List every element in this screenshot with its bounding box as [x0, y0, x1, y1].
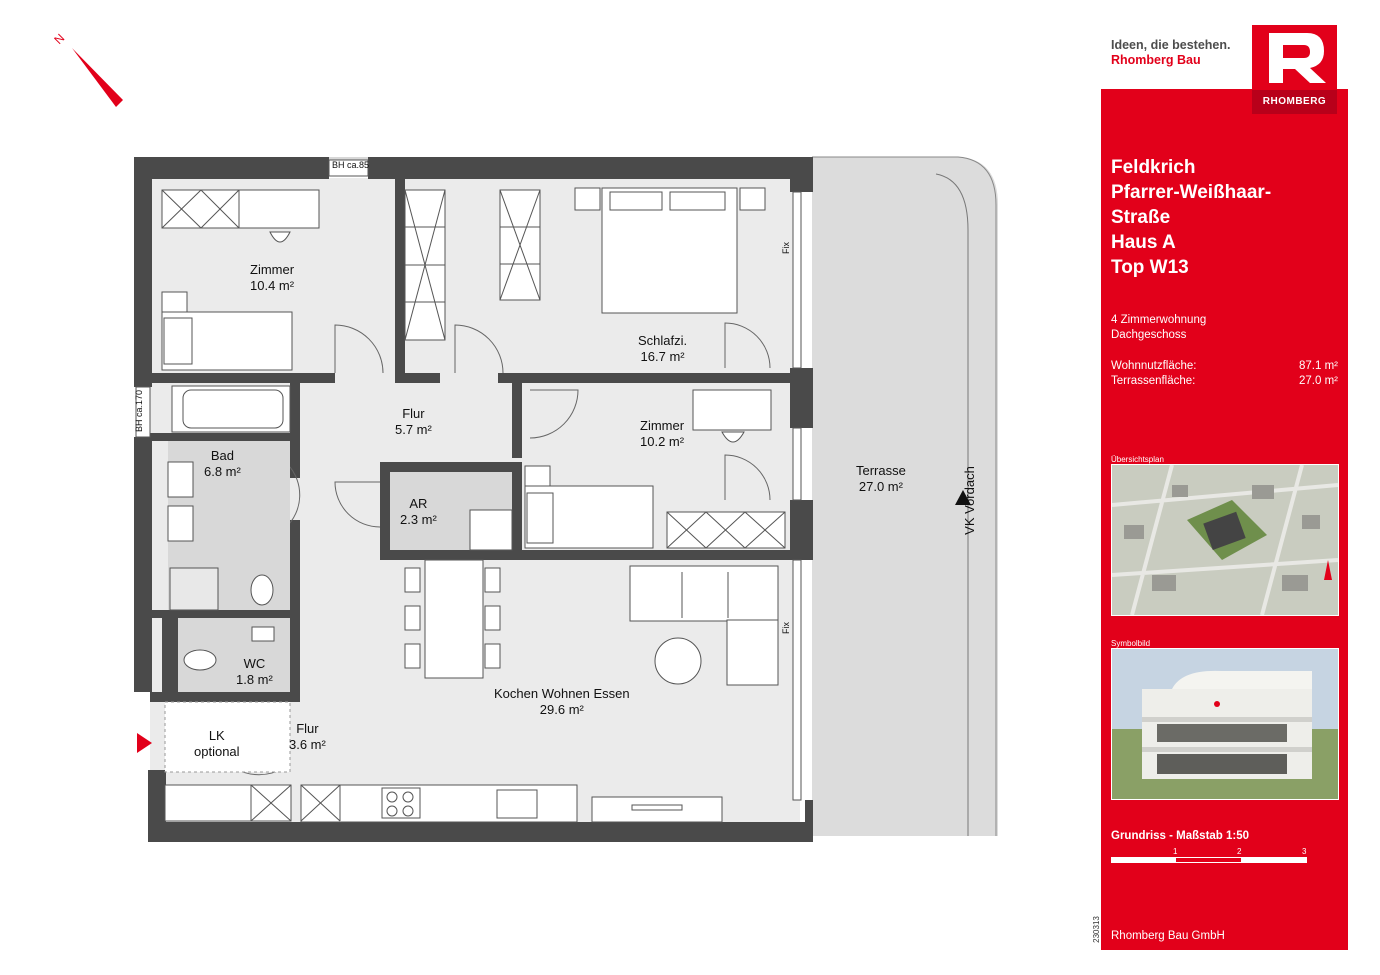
- room-label-wc: [236, 656, 273, 688]
- room-name: Schlafzi.: [638, 333, 688, 348]
- wohn-value: 87.1 m²: [1299, 360, 1338, 372]
- room-label-lk: [194, 728, 240, 760]
- scale-title: Grundriss - Maßstab 1:50: [1111, 830, 1250, 842]
- terr-value: 27.0 m²: [1299, 375, 1338, 387]
- north-label: N: [51, 30, 68, 48]
- room-label-schlafzimmer: [638, 333, 687, 365]
- room-label-flur2: [289, 721, 326, 753]
- furniture-bad: [168, 386, 290, 610]
- title-line: Haus A: [1111, 232, 1176, 253]
- entrance-arrow-icon: [137, 733, 152, 753]
- room-area: 3.6 m²: [289, 737, 326, 752]
- terr-label: Terrassenfläche:: [1111, 375, 1196, 387]
- room-label-flur1: [395, 406, 432, 438]
- tagline-line2: Rhomberg Bau: [1111, 53, 1201, 67]
- scale-tick-1: 1: [1173, 847, 1178, 856]
- room-label-zimmer2: [640, 418, 684, 450]
- entry-area: [165, 702, 291, 821]
- room-name: Flur: [296, 721, 319, 736]
- brand-tagline: [1111, 38, 1230, 68]
- room-label-ar: [400, 496, 437, 528]
- room-area: 27.0 m²: [858, 479, 903, 494]
- window-note-fix2: Fix: [781, 622, 791, 634]
- room-name: Zimmer: [250, 262, 295, 277]
- room-name: Kochen Wohnen Essen: [494, 686, 630, 701]
- document-code: 230313: [1091, 916, 1101, 943]
- logo-text: RHOMBERG: [1252, 90, 1337, 114]
- room-name: LK: [208, 728, 225, 743]
- symbol-caption: Symbolbild: [1111, 639, 1151, 648]
- title-line: Top W13: [1111, 257, 1189, 278]
- room-name: Bad: [210, 448, 234, 463]
- window-note-fix1: Fix: [781, 242, 791, 254]
- overview-caption: Übersichtsplan: [1111, 455, 1164, 464]
- project-title: [1111, 155, 1271, 280]
- room-area: 5.7 m²: [395, 422, 432, 437]
- title-line: Straße: [1111, 207, 1171, 228]
- unit-floor: Dachgeschoss: [1111, 329, 1187, 341]
- room-label-kochen: [494, 686, 630, 718]
- room-name: Terrasse: [856, 463, 906, 478]
- logo-r-icon: [1252, 25, 1337, 90]
- room-area: 10.4 m²: [250, 278, 295, 293]
- scale-tick-3: 3: [1302, 847, 1307, 856]
- room-area: 1.8 m²: [236, 672, 273, 687]
- room-label-zimmer1: [250, 262, 294, 294]
- north-arrow-icon: [72, 48, 123, 107]
- overview-map-image: [1111, 464, 1339, 616]
- wohn-label: Wohnnutzfläche:: [1111, 360, 1197, 372]
- room-area: 10.2 m²: [640, 434, 685, 449]
- room-name: WC: [243, 656, 266, 671]
- company-name: Rhomberg Bau GmbH: [1111, 930, 1225, 942]
- dining-table: [405, 560, 500, 678]
- scale-tick-2: 2: [1237, 847, 1242, 856]
- room-area: 6.8 m²: [204, 464, 241, 479]
- title-line: Pfarrer-Weißhaar-: [1111, 182, 1272, 203]
- building-render-image: [1111, 648, 1339, 800]
- rhomberg-logo: [1252, 25, 1337, 114]
- window-note-bh170: BH ca.170: [134, 389, 145, 433]
- room-area: optional: [194, 744, 240, 759]
- room-area: 2.3 m²: [400, 512, 437, 527]
- room-name: Zimmer: [640, 418, 685, 433]
- unit-info: [1111, 313, 1206, 343]
- room-name: Flur: [402, 406, 425, 421]
- room-label-terrasse: [856, 463, 906, 495]
- info-sidebar: [1101, 89, 1348, 950]
- tagline-line1: Ideen, die bestehen.: [1111, 38, 1231, 52]
- unit-type: 4 Zimmerwohnung: [1111, 314, 1207, 326]
- room-area: 29.6 m²: [539, 702, 584, 717]
- vordach-label: VK Vordach: [961, 466, 977, 535]
- room-name: AR: [409, 496, 428, 511]
- room-label-bad: [204, 448, 241, 480]
- scale-bar: [1111, 857, 1307, 863]
- room-area: 16.7 m²: [640, 349, 685, 364]
- window-note-bh85: BH ca.85: [332, 160, 370, 170]
- furniture-wc: [178, 618, 290, 692]
- title-line: Feldkrich: [1111, 157, 1196, 178]
